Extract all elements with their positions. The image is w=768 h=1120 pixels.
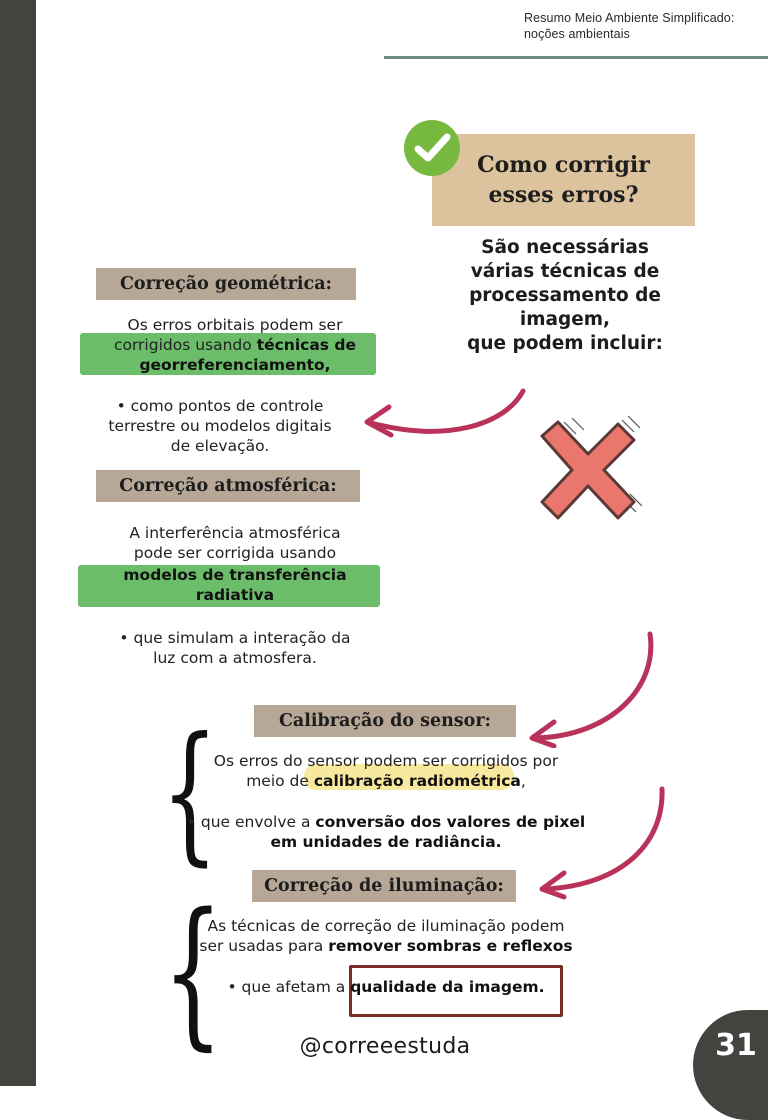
header-title-line1: Resumo Meio Ambiente Simplificado: [524, 11, 735, 25]
left-brace-icon: { [162, 878, 224, 1065]
curved-arrow-icon [355, 385, 530, 445]
illumination-text [176, 916, 596, 956]
geometric-bold2: georreferenciamento, [139, 356, 331, 374]
footer-handle: @correeestuda [299, 1034, 471, 1059]
geometric-bold1: técnicas de [256, 336, 357, 354]
geometric-bullet-line1: • como pontos de controle [116, 397, 324, 415]
illumination-text-line1: As técnicas de correção de iluminação podem [207, 917, 565, 935]
sensor-bold1: calibração radiométrica [313, 772, 521, 790]
intro-line5: que podem incluir: [467, 333, 663, 354]
atmospheric-bullet-line2: luz com a atmosfera. [153, 649, 317, 667]
section-title-illumination: Correção de iluminação: [252, 870, 516, 902]
section-title-geometric: Correção geométrica: [96, 268, 356, 300]
geometric-text [60, 315, 410, 375]
left-brace-icon: { [161, 706, 219, 880]
intro-line4: imagem, [519, 309, 611, 330]
intro-text [450, 236, 680, 356]
atmospheric-bold [60, 565, 410, 605]
atmospheric-bullet [60, 628, 410, 668]
geometric-bullet-line2: terrestre ou modelos digitais [108, 417, 332, 435]
intro-line1: São necessárias [481, 237, 649, 258]
atmospheric-bold1: modelos de transferência [123, 566, 347, 584]
section-title-atmospheric: Correção atmosférica: [96, 470, 360, 502]
question-line2: esses erros? [488, 182, 639, 208]
atmospheric-text-line1: A interferência atmosférica [129, 524, 341, 542]
curved-arrow-icon [520, 628, 660, 748]
check-circle-icon [404, 120, 460, 176]
geometric-text-line1: Os erros orbitais podem ser [127, 316, 343, 334]
geometric-text-line2: corrigidos usando [113, 336, 257, 354]
sensor-comma: , [520, 772, 526, 790]
header-divider [384, 56, 768, 59]
illumination-bold2: qualidade da imagem. [350, 978, 545, 996]
atmospheric-bold2: radiativa [195, 586, 275, 604]
sensor-bold3: em unidades de radiância. [270, 833, 502, 851]
sensor-text [176, 751, 596, 791]
intro-line2: várias técnicas de [470, 261, 660, 282]
atmospheric-bullet-line1: • que simulam a interação da [119, 629, 351, 647]
illumination-bold1: remover sombras e reflexos [328, 937, 573, 955]
question-line1: Como corrigir [477, 152, 650, 178]
sensor-text-line2: meio de [246, 772, 314, 790]
atmospheric-text-line2: pode ser corrigida usando [133, 544, 337, 562]
question-box [432, 134, 695, 226]
section-title-sensor: Calibração do sensor: [254, 705, 516, 737]
atmospheric-text [60, 523, 410, 563]
sensor-bold2: conversão dos valores de pixel [315, 813, 586, 831]
illumination-bullet [176, 977, 596, 997]
page-number: 31 [715, 1028, 757, 1063]
left-sidebar-bar [0, 0, 36, 1086]
geometric-bullet [60, 396, 380, 456]
sensor-text-line1: Os erros do sensor podem ser corrigidos por [213, 752, 559, 770]
header-title [524, 10, 764, 42]
intro-line3: processamento de [469, 285, 661, 306]
sensor-bullet-prefix: • que envolve a [186, 813, 316, 831]
sensor-bullet [166, 812, 606, 852]
geometric-bullet-line3: de elevação. [170, 437, 270, 455]
page-number-badge [693, 1010, 768, 1120]
cross-mark-icon [524, 414, 654, 526]
illumination-text-line2: ser usadas para [199, 937, 329, 955]
header-title-line2: noções ambientais [524, 27, 630, 41]
illumination-bullet-prefix: • que afetam a [227, 978, 351, 996]
